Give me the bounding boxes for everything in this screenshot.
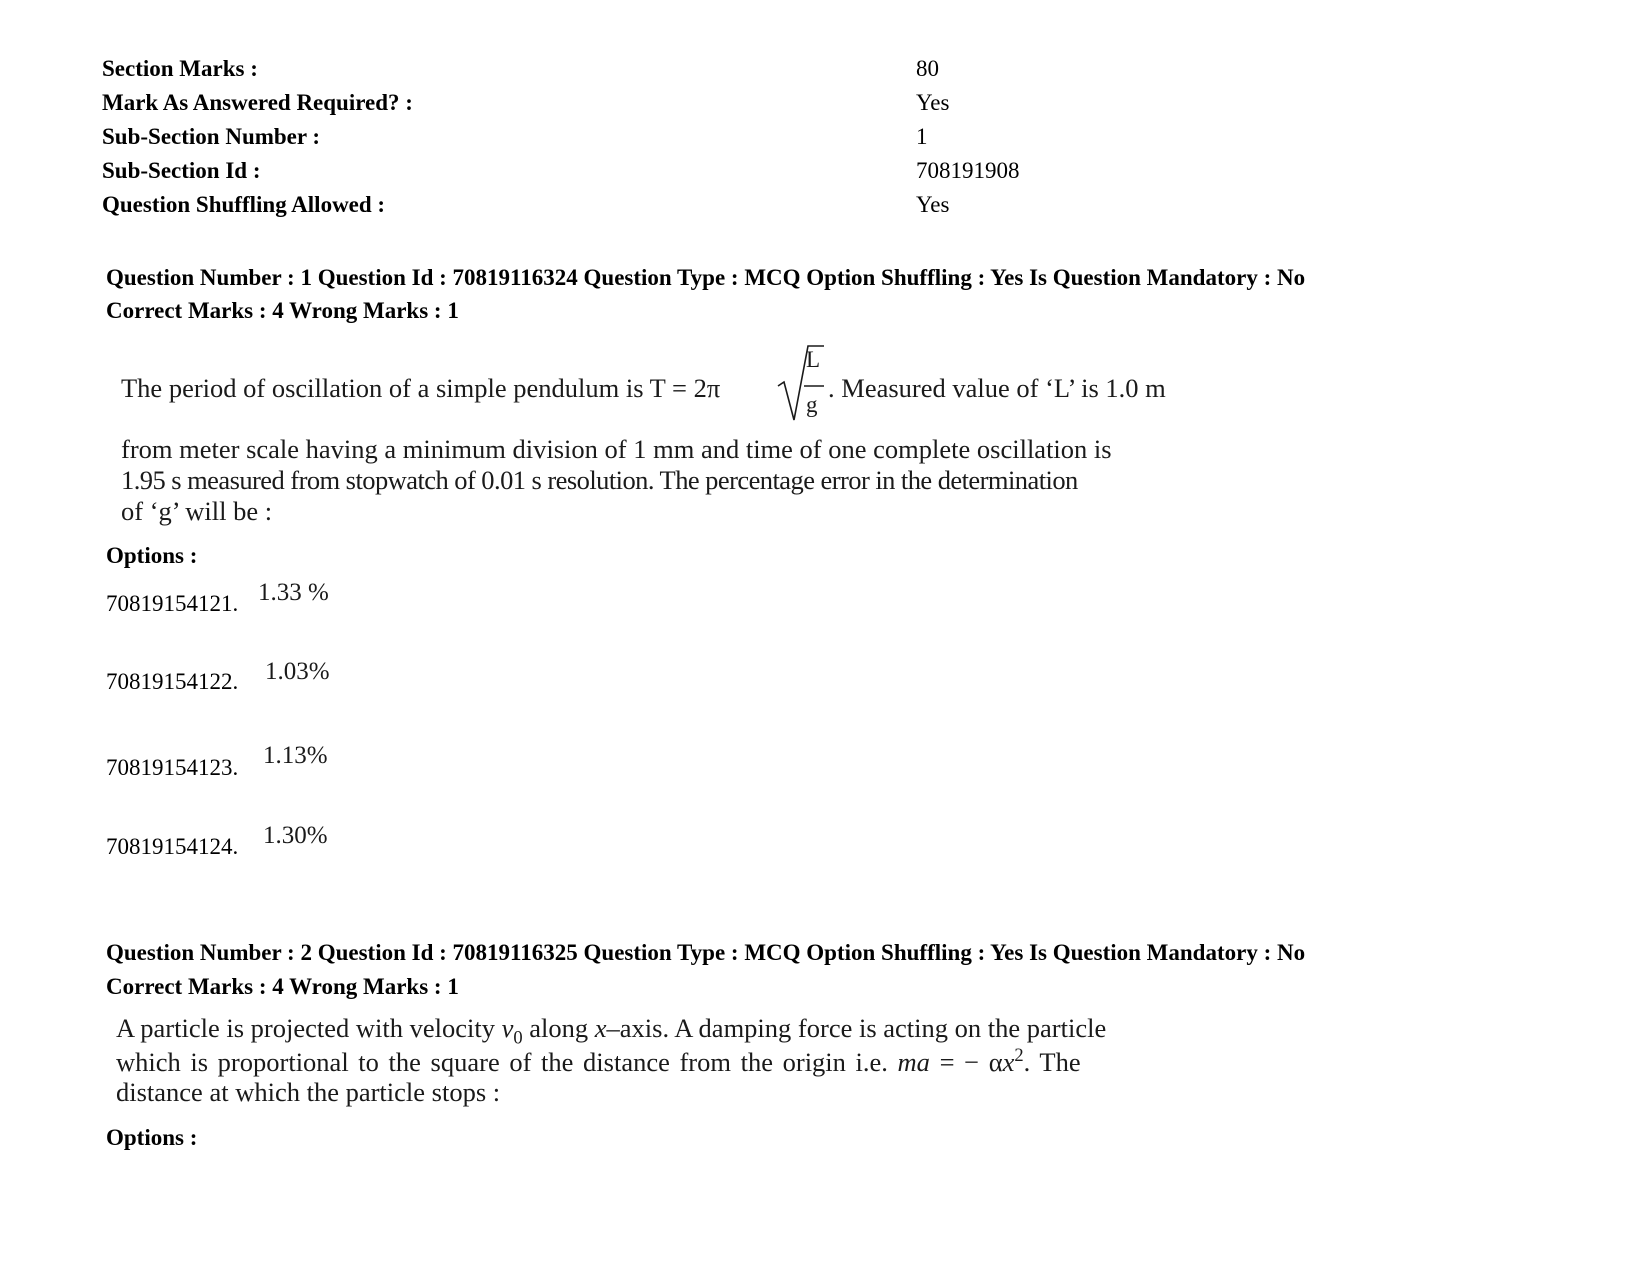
square-superscript: 2 <box>1014 1045 1024 1066</box>
section-marks-value: 80 <box>916 56 939 81</box>
option-value: 1.30% <box>263 822 328 849</box>
x-symbol: x <box>1002 1046 1015 1077</box>
question-shuffling-value: Yes <box>916 192 950 217</box>
mark-answered-label: Mark As Answered Required? : <box>102 90 413 115</box>
option-value: 1.03% <box>265 658 330 685</box>
option-id: 70819154124. <box>106 834 239 859</box>
question-2-text-line1-c: –axis. A damping force is acting on the particle <box>606 1013 1107 1043</box>
question-2-text-line1 <box>116 1013 1106 1049</box>
sub-section-id-label: Sub-Section Id : <box>102 158 261 183</box>
ma-symbol: ma <box>897 1046 930 1077</box>
option-value: 1.33 % <box>258 579 329 606</box>
fraction-numerator: L <box>806 347 821 372</box>
option-id: 70819154121. <box>106 591 239 616</box>
question-1-text-line1-after: . Measured value of ‘L’ is 1.0 m <box>828 373 1166 403</box>
question-shuffling-label: Question Shuffling Allowed : <box>102 192 386 217</box>
question-2-options-label: Options : <box>106 1125 198 1150</box>
question-2-header: Question Number : 2 Question Id : 70819116325 Question Type : MCQ Option Shuffling : Yes Is Question Mandatory : No <box>106 940 1306 965</box>
option-id: 70819154123. <box>106 755 239 780</box>
fraction-denominator: g <box>806 392 818 417</box>
question-1-text-line4: of ‘g’ will be : <box>121 496 273 526</box>
option-id: 70819154122. <box>106 669 239 694</box>
question-1-text-line1-before: The period of oscillation of a simple pendulum is T = 2π <box>121 373 721 403</box>
question-2-text-line2 <box>116 1045 1081 1078</box>
question-2-text-line2-b: = − α <box>929 1046 1003 1077</box>
velocity-subscript: 0 <box>513 1027 523 1049</box>
question-2-text-line1-a: A particle is projected with velocity <box>116 1013 502 1043</box>
question-2-text-line2-a: which is proportional to the square of the distance from the origin i.e. <box>116 1046 898 1077</box>
question-2-text-line3: distance at which the particle stops : <box>116 1077 501 1107</box>
question-1-options-label: Options : <box>106 543 198 568</box>
question-2-text-line1-b: along <box>522 1013 595 1043</box>
question-1-marks: Correct Marks : 4 Wrong Marks : 1 <box>106 298 459 323</box>
x-axis-symbol: x <box>594 1013 607 1043</box>
sub-section-id-value: 708191908 <box>916 158 1020 183</box>
velocity-symbol: v <box>501 1013 514 1043</box>
sub-section-number-value: 1 <box>916 124 928 149</box>
question-1-header: Question Number : 1 Question Id : 70819116324 Question Type : MCQ Option Shuffling : Yes Is Question Mandatory : No <box>106 265 1306 290</box>
mark-answered-value: Yes <box>916 90 950 115</box>
question-1-text-line3: 1.95 s measured from stopwatch of 0.01 s resolution. The percentage error in the determination <box>121 465 1078 495</box>
question-2-marks: Correct Marks : 4 Wrong Marks : 1 <box>106 974 459 999</box>
question-1-text-line2: from meter scale having a minimum division of 1 mm and time of one complete oscillation is <box>121 434 1112 464</box>
option-value: 1.13% <box>263 742 328 769</box>
sub-section-number-label: Sub-Section Number : <box>102 124 321 149</box>
question-2-text-line2-c: . The <box>1023 1046 1081 1077</box>
section-marks-label: Section Marks : <box>102 56 258 81</box>
